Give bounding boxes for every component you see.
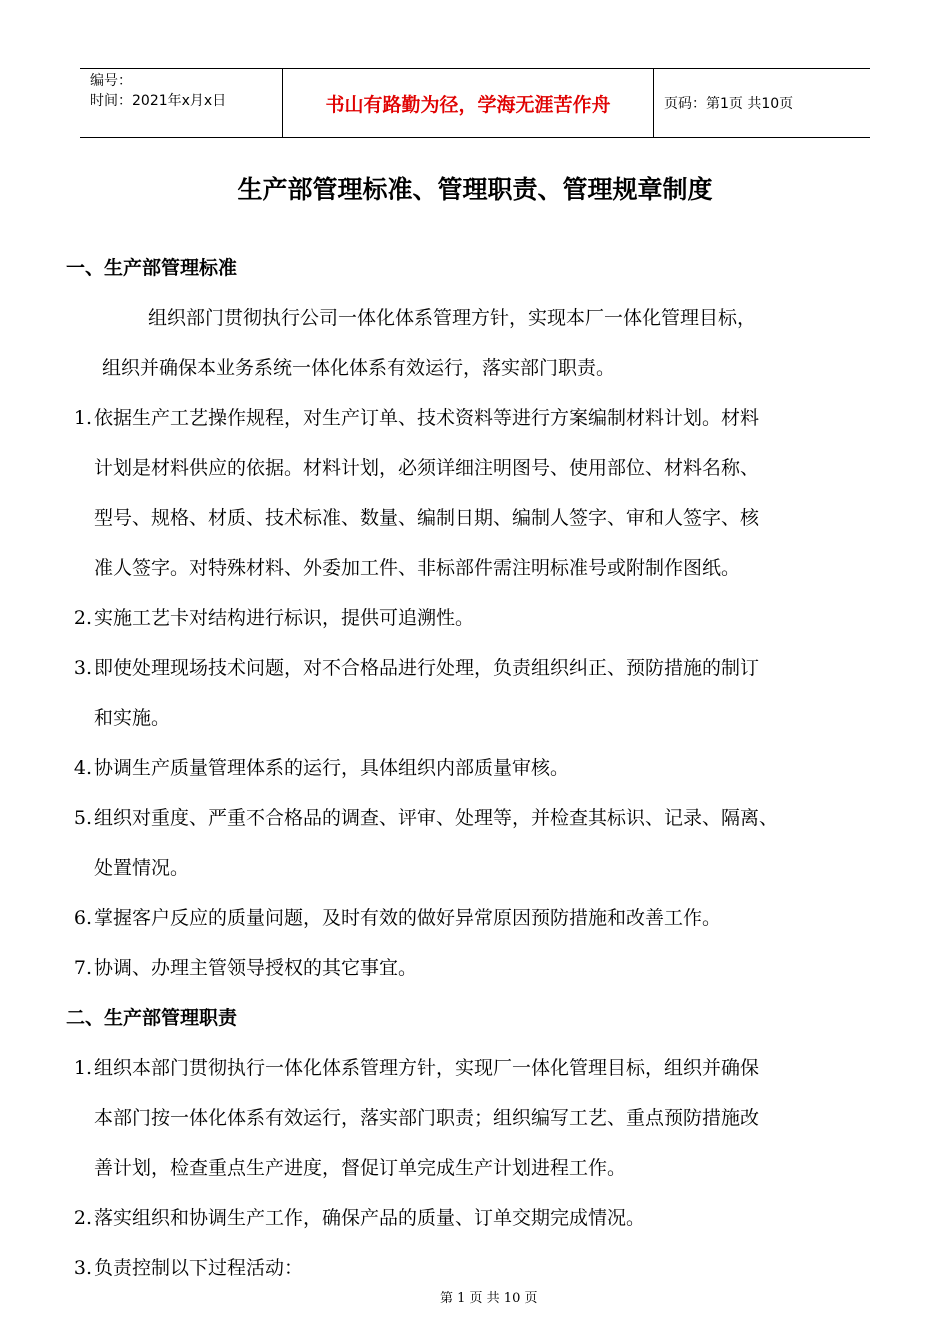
- page-info: 页码：第1页 共10页: [664, 96, 794, 112]
- section2-list: [66, 1043, 896, 1293]
- list-item-text: [92, 593, 896, 643]
- list-item-number: 2.: [73, 607, 92, 629]
- list-item: [66, 943, 896, 993]
- page-footer: 第 1 页 共 10 页: [440, 1291, 538, 1306]
- list-item-line: 处置情况。: [94, 857, 190, 879]
- list-item: [66, 1243, 896, 1293]
- header-mid-cell: [282, 69, 654, 137]
- list-item-line: 本部门按一体化体系有效运行，落实部门职责；组织编写工艺、重点预防措施改: [94, 1107, 760, 1129]
- list-item-text: [92, 1243, 896, 1293]
- list-item-text: [92, 393, 896, 593]
- list-item-text: [92, 893, 896, 943]
- header-right-cell: [654, 69, 870, 137]
- list-item-line: 善计划，检查重点生产进度，督促订单完成生产计划进程工作。: [94, 1157, 627, 1179]
- time-label: 时间：2021年x月x日: [90, 93, 227, 109]
- section1-intro-line2: 组织并确保本业务系统一体化体系有效运行，落实部门职责。: [102, 357, 616, 379]
- list-item: [66, 1193, 896, 1243]
- list-item-number: 1.: [73, 1057, 92, 1079]
- list-item-line: 协调生产质量管理体系的运行，具体组织内部质量审核。: [94, 757, 570, 779]
- list-item-line: 和实施。: [94, 707, 171, 729]
- list-item: [66, 743, 896, 793]
- document-title: 生产部管理标准、管理职责、管理规章制度: [237, 175, 713, 204]
- list-item-line: 依据生产工艺操作规程，对生产订单、技术资料等进行方案编制材料计划。材料: [94, 407, 760, 429]
- list-item-line: 型号、规格、材质、技术标准、数量、编制日期、编制人签字、审和人签字、核: [94, 507, 760, 529]
- list-item-line: 实施工艺卡对结构进行标识，提供可追溯性。: [94, 607, 475, 629]
- list-item-line: 协调、办理主管领导授权的其它事宜。: [94, 957, 418, 979]
- list-item-line: 计划是材料供应的依据。材料计划，必须详细注明图号、使用部位、材料名称、: [94, 457, 760, 479]
- section1-intro-line1: 组织部门贯彻执行公司一体化体系管理方针，实现本厂一体化管理目标，: [148, 307, 757, 329]
- list-item-number: 5.: [73, 807, 92, 829]
- section1-list: [66, 393, 896, 993]
- document-body: [66, 243, 896, 1293]
- header-left-cell: [80, 69, 282, 137]
- list-item-number: 3.: [73, 1257, 92, 1279]
- list-item: [66, 393, 896, 593]
- list-item: [66, 1043, 896, 1193]
- list-item-number: 7.: [73, 957, 92, 979]
- list-item: [66, 643, 896, 743]
- list-item-text: [92, 793, 896, 893]
- list-item-number: 4.: [73, 757, 92, 779]
- list-item-text: [92, 943, 896, 993]
- list-item-text: [92, 643, 896, 743]
- list-item: [66, 593, 896, 643]
- section2-heading: 二、生产部管理职责: [66, 1007, 238, 1029]
- list-item-number: 2.: [73, 1207, 92, 1229]
- section1-heading: 一、生产部管理标准: [66, 257, 238, 279]
- list-item-text: [92, 743, 896, 793]
- list-item-line: 掌握客户反应的质量问题，及时有效的做好异常原因预防措施和改善工作。: [94, 907, 722, 929]
- list-item-line: 负责控制以下过程活动：: [94, 1257, 304, 1279]
- list-item-line: 即使处理现场技术问题，对不合格品进行处理，负责组织纠正、预防措施的制订: [94, 657, 760, 679]
- list-item-text: [92, 1043, 896, 1193]
- list-item-number: 6.: [73, 907, 92, 929]
- list-item-line: 组织本部门贯彻执行一体化体系管理方针，实现厂一体化管理目标，组织并确保: [94, 1057, 760, 1079]
- motto: 书山有路勤为径，学海无涯苦作舟: [325, 93, 611, 116]
- list-item-text: [92, 1193, 896, 1243]
- code-label: 编号：: [90, 73, 132, 89]
- list-item-number: 3.: [73, 657, 92, 679]
- list-item: [66, 793, 896, 893]
- header-table: [80, 68, 870, 138]
- list-item-line: 组织对重度、严重不合格品的调查、评审、处理等，并检查其标识、记录、隔离、: [94, 807, 779, 829]
- list-item-line: 落实组织和协调生产工作，确保产品的质量、订单交期完成情况。: [94, 1207, 646, 1229]
- list-item: [66, 893, 896, 943]
- list-item-line: 准人签字。对特殊材料、外委加工件、非标部件需注明标准号或附制作图纸。: [94, 557, 741, 579]
- list-item-number: 1.: [73, 407, 92, 429]
